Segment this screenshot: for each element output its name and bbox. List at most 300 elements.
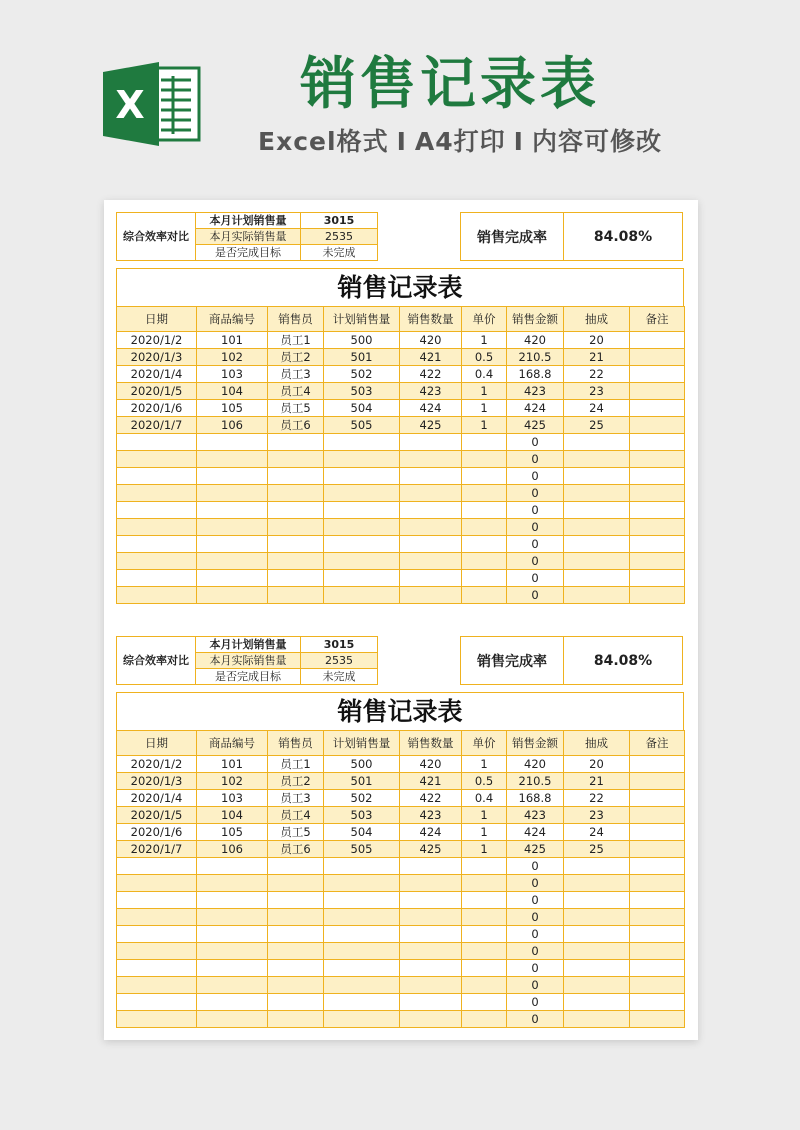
cell-commission[interactable]: 22: [564, 790, 630, 807]
cell-product-id[interactable]: 105: [197, 400, 268, 417]
table-row: [117, 875, 685, 892]
cell-commission[interactable]: [564, 451, 630, 468]
spreadsheet-preview: [104, 200, 698, 1040]
cell-notes[interactable]: [630, 536, 685, 553]
cell-notes[interactable]: [630, 807, 685, 824]
cell-sales-amount[interactable]: 420: [507, 332, 564, 349]
subtitle-separator: I: [513, 127, 524, 156]
cell-commission[interactable]: 25: [564, 841, 630, 858]
cell-product-id[interactable]: [197, 926, 268, 943]
cell-notes[interactable]: [630, 892, 685, 909]
cell-date[interactable]: [117, 502, 197, 519]
cell-notes[interactable]: [630, 858, 685, 875]
cell-planned-qty[interactable]: 503: [324, 807, 400, 824]
cell-planned-qty[interactable]: [324, 926, 400, 943]
cell-date[interactable]: [117, 943, 197, 960]
cell-unit-price[interactable]: [462, 892, 507, 909]
cell-product-id[interactable]: [197, 858, 268, 875]
cell-notes[interactable]: [630, 434, 685, 451]
cell-planned-qty[interactable]: [324, 502, 400, 519]
cell-planned-qty[interactable]: [324, 553, 400, 570]
cell-notes[interactable]: [630, 960, 685, 977]
cell-notes[interactable]: [630, 519, 685, 536]
cell-commission[interactable]: 22: [564, 366, 630, 383]
cell-salesperson[interactable]: [268, 587, 324, 604]
cell-date[interactable]: [117, 1011, 197, 1028]
cell-date[interactable]: 2020/1/5: [117, 807, 197, 824]
cell-planned-qty[interactable]: 504: [324, 400, 400, 417]
cell-sold-qty[interactable]: [400, 587, 462, 604]
cell-sold-qty[interactable]: [400, 960, 462, 977]
cell-product-id[interactable]: [197, 468, 268, 485]
cell-salesperson[interactable]: 员工3: [268, 366, 324, 383]
cell-planned-qty[interactable]: 500: [324, 332, 400, 349]
cell-date[interactable]: [117, 519, 197, 536]
cell-notes[interactable]: [630, 468, 685, 485]
cell-commission[interactable]: [564, 519, 630, 536]
cell-notes[interactable]: [630, 909, 685, 926]
cell-sold-qty[interactable]: [400, 570, 462, 587]
cell-unit-price[interactable]: [462, 943, 507, 960]
cell-sold-qty[interactable]: [400, 502, 462, 519]
cell-salesperson[interactable]: [268, 858, 324, 875]
cell-salesperson[interactable]: [268, 570, 324, 587]
cell-sales-amount[interactable]: 0: [507, 553, 564, 570]
cell-date[interactable]: 2020/1/6: [117, 824, 197, 841]
cell-unit-price[interactable]: 1: [462, 756, 507, 773]
cell-salesperson[interactable]: [268, 1011, 324, 1028]
cell-planned-qty[interactable]: 501: [324, 773, 400, 790]
cell-product-id[interactable]: 102: [197, 349, 268, 366]
cell-salesperson[interactable]: 员工1: [268, 332, 324, 349]
cell-sold-qty[interactable]: 420: [400, 332, 462, 349]
cell-salesperson[interactable]: 员工6: [268, 841, 324, 858]
cell-unit-price[interactable]: 0.4: [462, 366, 507, 383]
cell-notes[interactable]: [630, 400, 685, 417]
cell-product-id[interactable]: 104: [197, 383, 268, 400]
cell-commission[interactable]: [564, 943, 630, 960]
cell-commission[interactable]: [564, 977, 630, 994]
cell-product-id[interactable]: [197, 943, 268, 960]
cell-unit-price[interactable]: 0.5: [462, 773, 507, 790]
cell-unit-price[interactable]: 1: [462, 824, 507, 841]
cell-sales-amount[interactable]: 0: [507, 960, 564, 977]
cell-product-id[interactable]: 104: [197, 807, 268, 824]
cell-sold-qty[interactable]: [400, 553, 462, 570]
cell-sold-qty[interactable]: 422: [400, 366, 462, 383]
cell-planned-qty[interactable]: 505: [324, 417, 400, 434]
cell-commission[interactable]: 20: [564, 756, 630, 773]
table-row: [117, 485, 685, 502]
cell-unit-price[interactable]: [462, 960, 507, 977]
cell-planned-qty[interactable]: [324, 994, 400, 1011]
cell-sales-amount[interactable]: 0: [507, 858, 564, 875]
cell-product-id[interactable]: [197, 502, 268, 519]
cell-notes[interactable]: [630, 553, 685, 570]
cell-unit-price[interactable]: [462, 587, 507, 604]
cell-sales-amount[interactable]: 210.5: [507, 349, 564, 366]
cell-commission[interactable]: 23: [564, 383, 630, 400]
cell-salesperson[interactable]: [268, 451, 324, 468]
cell-unit-price[interactable]: [462, 858, 507, 875]
cell-notes[interactable]: [630, 773, 685, 790]
cell-commission[interactable]: [564, 553, 630, 570]
cell-commission[interactable]: [564, 909, 630, 926]
cell-notes[interactable]: [630, 994, 685, 1011]
cell-date[interactable]: 2020/1/4: [117, 790, 197, 807]
cell-date[interactable]: [117, 875, 197, 892]
cell-sales-amount[interactable]: 0: [507, 994, 564, 1011]
cell-unit-price[interactable]: [462, 536, 507, 553]
cell-unit-price[interactable]: [462, 434, 507, 451]
cell-unit-price[interactable]: 1: [462, 807, 507, 824]
cell-date[interactable]: 2020/1/7: [117, 841, 197, 858]
cell-sold-qty[interactable]: 425: [400, 841, 462, 858]
cell-planned-qty[interactable]: [324, 434, 400, 451]
table-header-row: [117, 307, 685, 332]
cell-unit-price[interactable]: [462, 1011, 507, 1028]
cell-sales-amount[interactable]: 0: [507, 943, 564, 960]
cell-commission[interactable]: [564, 468, 630, 485]
cell-salesperson[interactable]: [268, 977, 324, 994]
cell-salesperson[interactable]: 员工1: [268, 756, 324, 773]
cell-salesperson[interactable]: [268, 502, 324, 519]
cell-salesperson[interactable]: 员工3: [268, 790, 324, 807]
cell-product-id[interactable]: [197, 994, 268, 1011]
cell-commission[interactable]: [564, 858, 630, 875]
cell-commission[interactable]: [564, 485, 630, 502]
cell-notes[interactable]: [630, 977, 685, 994]
cell-salesperson[interactable]: [268, 909, 324, 926]
cell-planned-qty[interactable]: [324, 858, 400, 875]
cell-notes[interactable]: [630, 926, 685, 943]
cell-product-id[interactable]: [197, 977, 268, 994]
cell-date[interactable]: 2020/1/6: [117, 400, 197, 417]
cell-date[interactable]: [117, 485, 197, 502]
cell-unit-price[interactable]: [462, 553, 507, 570]
cell-sold-qty[interactable]: [400, 485, 462, 502]
cell-product-id[interactable]: 102: [197, 773, 268, 790]
cell-sales-amount[interactable]: 0: [507, 977, 564, 994]
cell-sold-qty[interactable]: [400, 875, 462, 892]
cell-commission[interactable]: [564, 994, 630, 1011]
cell-commission[interactable]: [564, 875, 630, 892]
table-row: [117, 824, 685, 841]
actual-qty-value: 2535: [301, 653, 378, 669]
cell-date[interactable]: [117, 434, 197, 451]
cell-commission[interactable]: 24: [564, 400, 630, 417]
cell-planned-qty[interactable]: [324, 519, 400, 536]
cell-salesperson[interactable]: [268, 536, 324, 553]
cell-product-id[interactable]: [197, 1011, 268, 1028]
cell-sales-amount[interactable]: 424: [507, 400, 564, 417]
cell-product-id[interactable]: [197, 553, 268, 570]
cell-product-id[interactable]: [197, 909, 268, 926]
cell-commission[interactable]: [564, 536, 630, 553]
summary-label: 综合效率对比: [117, 213, 196, 261]
cell-sales-amount[interactable]: 0: [507, 485, 564, 502]
cell-planned-qty[interactable]: [324, 892, 400, 909]
cell-planned-qty[interactable]: [324, 570, 400, 587]
cell-date[interactable]: [117, 977, 197, 994]
cell-unit-price[interactable]: 1: [462, 417, 507, 434]
cell-sold-qty[interactable]: 421: [400, 349, 462, 366]
cell-planned-qty[interactable]: [324, 485, 400, 502]
cell-product-id[interactable]: [197, 892, 268, 909]
cell-notes[interactable]: [630, 943, 685, 960]
cell-salesperson[interactable]: [268, 485, 324, 502]
cell-sold-qty[interactable]: 423: [400, 807, 462, 824]
cell-commission[interactable]: 25: [564, 417, 630, 434]
cell-salesperson[interactable]: [268, 434, 324, 451]
cell-planned-qty[interactable]: 505: [324, 841, 400, 858]
cell-sales-amount[interactable]: 0: [507, 909, 564, 926]
cell-unit-price[interactable]: 1: [462, 400, 507, 417]
cell-sales-amount[interactable]: 168.8: [507, 366, 564, 383]
cell-sold-qty[interactable]: 425: [400, 417, 462, 434]
cell-planned-qty[interactable]: 502: [324, 790, 400, 807]
subtitle-format: Excel格式: [258, 127, 389, 156]
cell-sales-amount[interactable]: 0: [507, 926, 564, 943]
cell-product-id[interactable]: [197, 485, 268, 502]
cell-product-id[interactable]: 101: [197, 332, 268, 349]
cell-sales-amount[interactable]: 0: [507, 468, 564, 485]
cell-unit-price[interactable]: [462, 519, 507, 536]
cell-sales-amount[interactable]: 0: [507, 587, 564, 604]
cell-salesperson[interactable]: 员工5: [268, 824, 324, 841]
cell-sold-qty[interactable]: [400, 434, 462, 451]
cell-sales-amount[interactable]: 423: [507, 807, 564, 824]
cell-planned-qty[interactable]: [324, 1011, 400, 1028]
cell-salesperson[interactable]: 员工6: [268, 417, 324, 434]
cell-product-id[interactable]: [197, 536, 268, 553]
cell-product-id[interactable]: 101: [197, 756, 268, 773]
cell-date[interactable]: [117, 451, 197, 468]
cell-unit-price[interactable]: [462, 909, 507, 926]
cell-sold-qty[interactable]: [400, 926, 462, 943]
cell-sold-qty[interactable]: 421: [400, 773, 462, 790]
cell-unit-price[interactable]: [462, 485, 507, 502]
cell-salesperson[interactable]: [268, 926, 324, 943]
cell-date[interactable]: [117, 960, 197, 977]
cell-date[interactable]: [117, 858, 197, 875]
cell-sold-qty[interactable]: 420: [400, 756, 462, 773]
cell-unit-price[interactable]: [462, 875, 507, 892]
cell-product-id[interactable]: 103: [197, 366, 268, 383]
cell-commission[interactable]: 21: [564, 773, 630, 790]
cell-product-id[interactable]: 106: [197, 417, 268, 434]
cell-unit-price[interactable]: [462, 994, 507, 1011]
cell-sales-amount[interactable]: 420: [507, 756, 564, 773]
cell-salesperson[interactable]: [268, 553, 324, 570]
cell-sales-amount[interactable]: 0: [507, 892, 564, 909]
cell-commission[interactable]: 20: [564, 332, 630, 349]
cell-product-id[interactable]: [197, 960, 268, 977]
cell-commission[interactable]: [564, 892, 630, 909]
cell-salesperson[interactable]: [268, 892, 324, 909]
cell-salesperson[interactable]: [268, 875, 324, 892]
cell-commission[interactable]: [564, 960, 630, 977]
cell-planned-qty[interactable]: 500: [324, 756, 400, 773]
cell-sales-amount[interactable]: 425: [507, 841, 564, 858]
cell-unit-price[interactable]: [462, 451, 507, 468]
cell-date[interactable]: [117, 468, 197, 485]
cell-date[interactable]: [117, 926, 197, 943]
cell-product-id[interactable]: 103: [197, 790, 268, 807]
cell-date[interactable]: 2020/1/3: [117, 773, 197, 790]
cell-sold-qty[interactable]: [400, 858, 462, 875]
cell-sold-qty[interactable]: [400, 909, 462, 926]
cell-notes[interactable]: [630, 875, 685, 892]
cell-sold-qty[interactable]: 423: [400, 383, 462, 400]
sales-sheet-2: [116, 636, 684, 1028]
cell-date[interactable]: 2020/1/2: [117, 332, 197, 349]
cell-unit-price[interactable]: 1: [462, 841, 507, 858]
cell-sold-qty[interactable]: [400, 451, 462, 468]
cell-commission[interactable]: 21: [564, 349, 630, 366]
cell-sold-qty[interactable]: [400, 1011, 462, 1028]
cell-notes[interactable]: [630, 417, 685, 434]
cell-planned-qty[interactable]: 504: [324, 824, 400, 841]
cell-unit-price[interactable]: 0.5: [462, 349, 507, 366]
cell-notes[interactable]: [630, 366, 685, 383]
cell-salesperson[interactable]: [268, 468, 324, 485]
cell-unit-price[interactable]: [462, 570, 507, 587]
cell-notes[interactable]: [630, 824, 685, 841]
cell-sales-amount[interactable]: 0: [507, 570, 564, 587]
actual-qty-label: 本月实际销售量: [196, 229, 301, 245]
cell-planned-qty[interactable]: [324, 587, 400, 604]
cell-commission[interactable]: [564, 1011, 630, 1028]
cell-product-id[interactable]: [197, 519, 268, 536]
cell-unit-price[interactable]: [462, 977, 507, 994]
cell-sold-qty[interactable]: 424: [400, 824, 462, 841]
cell-salesperson[interactable]: [268, 994, 324, 1011]
cell-notes[interactable]: [630, 349, 685, 366]
cell-salesperson[interactable]: 员工4: [268, 383, 324, 400]
cell-product-id[interactable]: [197, 434, 268, 451]
cell-sold-qty[interactable]: 424: [400, 400, 462, 417]
cell-sales-amount[interactable]: 0: [507, 519, 564, 536]
cell-sales-amount[interactable]: 0: [507, 536, 564, 553]
cell-product-id[interactable]: [197, 875, 268, 892]
cell-planned-qty[interactable]: 501: [324, 349, 400, 366]
cell-commission[interactable]: [564, 434, 630, 451]
cell-notes[interactable]: [630, 756, 685, 773]
cell-salesperson[interactable]: [268, 519, 324, 536]
cell-sales-amount[interactable]: 424: [507, 824, 564, 841]
cell-planned-qty[interactable]: [324, 451, 400, 468]
cell-sold-qty[interactable]: [400, 994, 462, 1011]
cell-unit-price[interactable]: 1: [462, 383, 507, 400]
cell-product-id[interactable]: [197, 587, 268, 604]
cell-sales-amount[interactable]: 423: [507, 383, 564, 400]
cell-notes[interactable]: [630, 1011, 685, 1028]
cell-date[interactable]: 2020/1/7: [117, 417, 197, 434]
cell-commission[interactable]: 24: [564, 824, 630, 841]
cell-sold-qty[interactable]: [400, 943, 462, 960]
cell-notes[interactable]: [630, 485, 685, 502]
cell-product-id[interactable]: 106: [197, 841, 268, 858]
cell-notes[interactable]: [630, 332, 685, 349]
cell-sold-qty[interactable]: [400, 536, 462, 553]
cell-product-id[interactable]: [197, 451, 268, 468]
cell-commission[interactable]: [564, 926, 630, 943]
cell-sales-amount[interactable]: 168.8: [507, 790, 564, 807]
cell-sales-amount[interactable]: 0: [507, 451, 564, 468]
cell-planned-qty[interactable]: [324, 960, 400, 977]
cell-product-id[interactable]: 105: [197, 824, 268, 841]
cell-date[interactable]: 2020/1/2: [117, 756, 197, 773]
cell-date[interactable]: 2020/1/5: [117, 383, 197, 400]
cell-planned-qty[interactable]: [324, 943, 400, 960]
cell-date[interactable]: [117, 892, 197, 909]
cell-notes[interactable]: [630, 570, 685, 587]
cell-planned-qty[interactable]: [324, 536, 400, 553]
cell-date[interactable]: [117, 570, 197, 587]
cell-sales-amount[interactable]: 425: [507, 417, 564, 434]
cell-sales-amount[interactable]: 0: [507, 502, 564, 519]
cell-unit-price[interactable]: [462, 926, 507, 943]
cell-sold-qty[interactable]: [400, 468, 462, 485]
cell-unit-price[interactable]: 1: [462, 332, 507, 349]
page-title: 销售记录表: [300, 52, 600, 117]
cell-commission[interactable]: [564, 570, 630, 587]
cell-sales-amount[interactable]: 210.5: [507, 773, 564, 790]
cell-commission[interactable]: 23: [564, 807, 630, 824]
cell-sales-amount[interactable]: 0: [507, 875, 564, 892]
cell-planned-qty[interactable]: [324, 977, 400, 994]
cell-sold-qty[interactable]: 422: [400, 790, 462, 807]
cell-planned-qty[interactable]: 502: [324, 366, 400, 383]
cell-notes[interactable]: [630, 451, 685, 468]
cell-unit-price[interactable]: 0.4: [462, 790, 507, 807]
cell-product-id[interactable]: [197, 570, 268, 587]
cell-salesperson[interactable]: 员工5: [268, 400, 324, 417]
cell-salesperson[interactable]: 员工2: [268, 349, 324, 366]
cell-notes[interactable]: [630, 790, 685, 807]
cell-sales-amount[interactable]: 0: [507, 1011, 564, 1028]
cell-salesperson[interactable]: [268, 960, 324, 977]
cell-planned-qty[interactable]: [324, 875, 400, 892]
cell-notes[interactable]: [630, 841, 685, 858]
cell-date[interactable]: 2020/1/4: [117, 366, 197, 383]
cell-unit-price[interactable]: [462, 468, 507, 485]
cell-commission[interactable]: [564, 502, 630, 519]
cell-date[interactable]: [117, 553, 197, 570]
cell-date[interactable]: 2020/1/3: [117, 349, 197, 366]
cell-planned-qty[interactable]: [324, 468, 400, 485]
cell-salesperson[interactable]: [268, 943, 324, 960]
cell-sold-qty[interactable]: [400, 892, 462, 909]
cell-date[interactable]: [117, 536, 197, 553]
cell-sold-qty[interactable]: [400, 519, 462, 536]
cell-notes[interactable]: [630, 502, 685, 519]
cell-salesperson[interactable]: 员工2: [268, 773, 324, 790]
cell-notes[interactable]: [630, 587, 685, 604]
cell-notes[interactable]: [630, 383, 685, 400]
cell-unit-price[interactable]: [462, 502, 507, 519]
cell-date[interactable]: [117, 909, 197, 926]
cell-date[interactable]: [117, 587, 197, 604]
cell-sales-amount[interactable]: 0: [507, 434, 564, 451]
cell-salesperson[interactable]: 员工4: [268, 807, 324, 824]
cell-planned-qty[interactable]: 503: [324, 383, 400, 400]
cell-date[interactable]: [117, 994, 197, 1011]
cell-sold-qty[interactable]: [400, 977, 462, 994]
cell-planned-qty[interactable]: [324, 909, 400, 926]
cell-commission[interactable]: [564, 587, 630, 604]
